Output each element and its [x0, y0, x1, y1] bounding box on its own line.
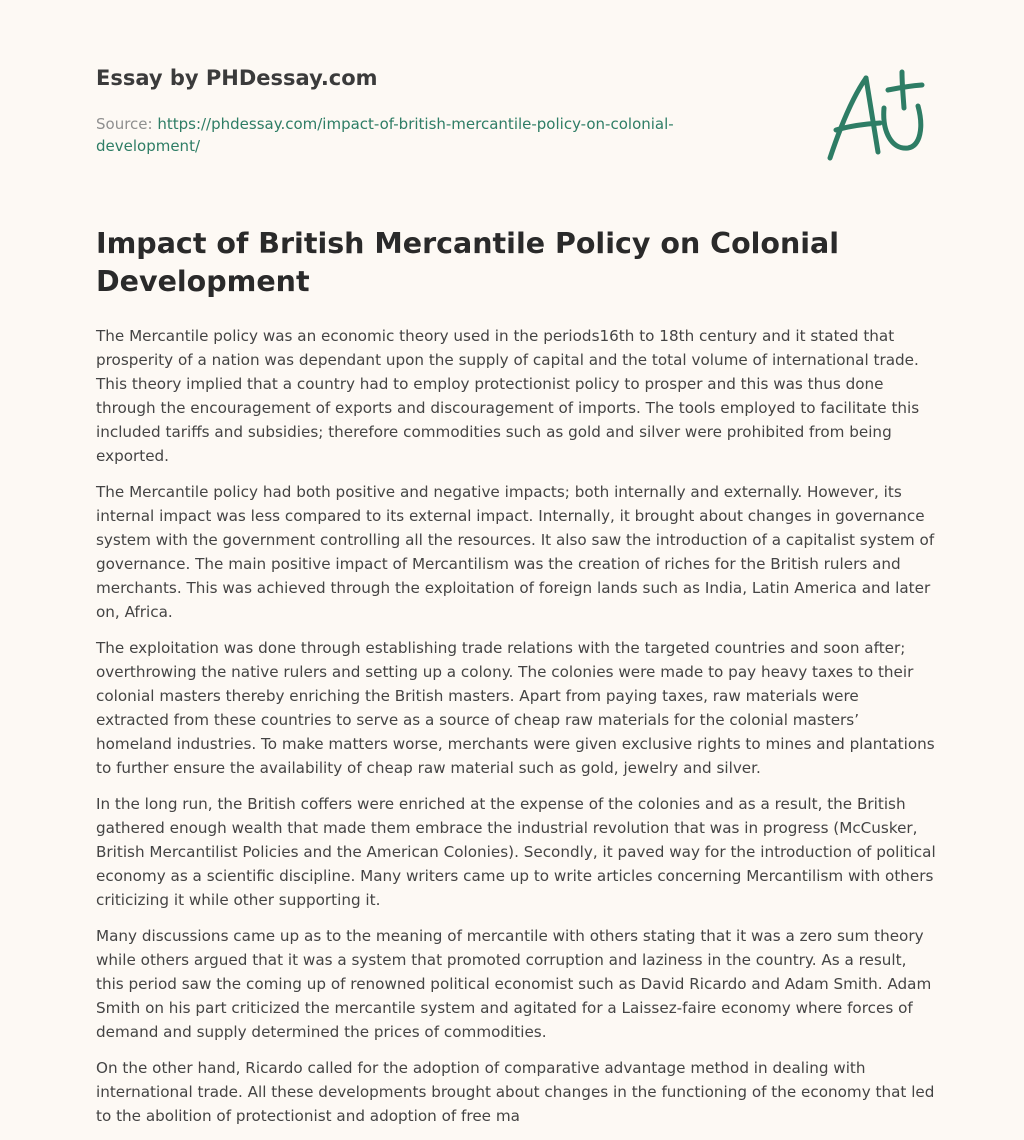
site-brand: Essay by PHDessay.com	[96, 66, 378, 90]
essay-paragraph: The Mercantile policy had both positive and negative impacts; both internally and externally. However, its internal impact was less compared to its external impact. Internally, it brought about changes in governance system with the government controlling all the resources. It also saw the introduction of a capitalist system of governance. The main positive impact of Mercantilism was the creation of riches for the British rulers and merchants. This was achieved through the exploitation of foreign lands such as India, Latin America and later on, Africa.	[96, 483, 935, 621]
a-plus-grade-icon	[822, 68, 928, 164]
essay-paragraph: In the long run, the British coffers were enriched at the expense of the colonies and as a result, the British gathered enough wealth that made them embrace the industrial revolution that was in progress (McCusker, British Mercantilist Policies and the American Colonies). Secondly, it paved way for the introduction of political economy as a scientific discipline. Many writers came up to write articles concerning Mercantilism with others criticizing it while other supporting it.	[96, 795, 936, 909]
essay-paragraph: On the other hand, Ricardo called for the adoption of comparative advantage method in dealing with international trade. All these developments brought about changes in the functioning of the economy that led to the abolition of protectionist and adoption of free ma	[96, 1059, 935, 1125]
source-line	[96, 113, 736, 157]
essay-paragraph: The Mercantile policy was an economic theory used in the periods16th to 18th century and it stated that prosperity of a nation was dependant upon the supply of capital and the total volume of international trade. This theory implied that a country had to employ protectionist policy to prosper and this was thus done through the encouragement of exports and discouragement of imports. The tools employed to facilitate this included tariffs and subsidies; therefore commodities such as gold and silver were prohibited from being exported.	[96, 327, 920, 465]
source-link-line2: development/	[96, 137, 201, 155]
essay-paragraph: The exploitation was done through establishing trade relations with the targeted countries and soon after; overthrowing the native rulers and setting up a colony. The colonies were made to pay heavy taxes to their colonial masters thereby enriching the British masters. Apart from paying taxes, raw materials were extracted from these countries to serve as a source of cheap raw materials for the colonial masters’ homeland industries. To make matters worse, merchants were given exclusive rights to mines and plantations to further ensure the availability of cheap raw material such as gold, jewelry and silver.	[96, 639, 935, 777]
essay-title: Impact of British Mercantile Policy on Colonial Development	[96, 227, 840, 298]
source-label: Source:	[96, 115, 158, 133]
essay-paragraph: Many discussions came up as to the meaning of mercantile with others stating that it was a zero sum theory while others argued that it was a system that promoted corruption and laziness in the country. As a result, this period saw the coming up of renowned political economist such as David Ricardo and Adam Smith. Adam Smith on his part criticized the mercantile system and agitated for a Laissez-faire economy where forces of demand and supply determined the prices of commodities.	[96, 927, 932, 1041]
source-link[interactable]	[96, 115, 674, 155]
page-header	[96, 64, 736, 157]
essay-body	[96, 324, 936, 1140]
source-link-line1: https://phdessay.com/impact-of-british-mercantile-policy-on-colonial-	[157, 115, 674, 133]
